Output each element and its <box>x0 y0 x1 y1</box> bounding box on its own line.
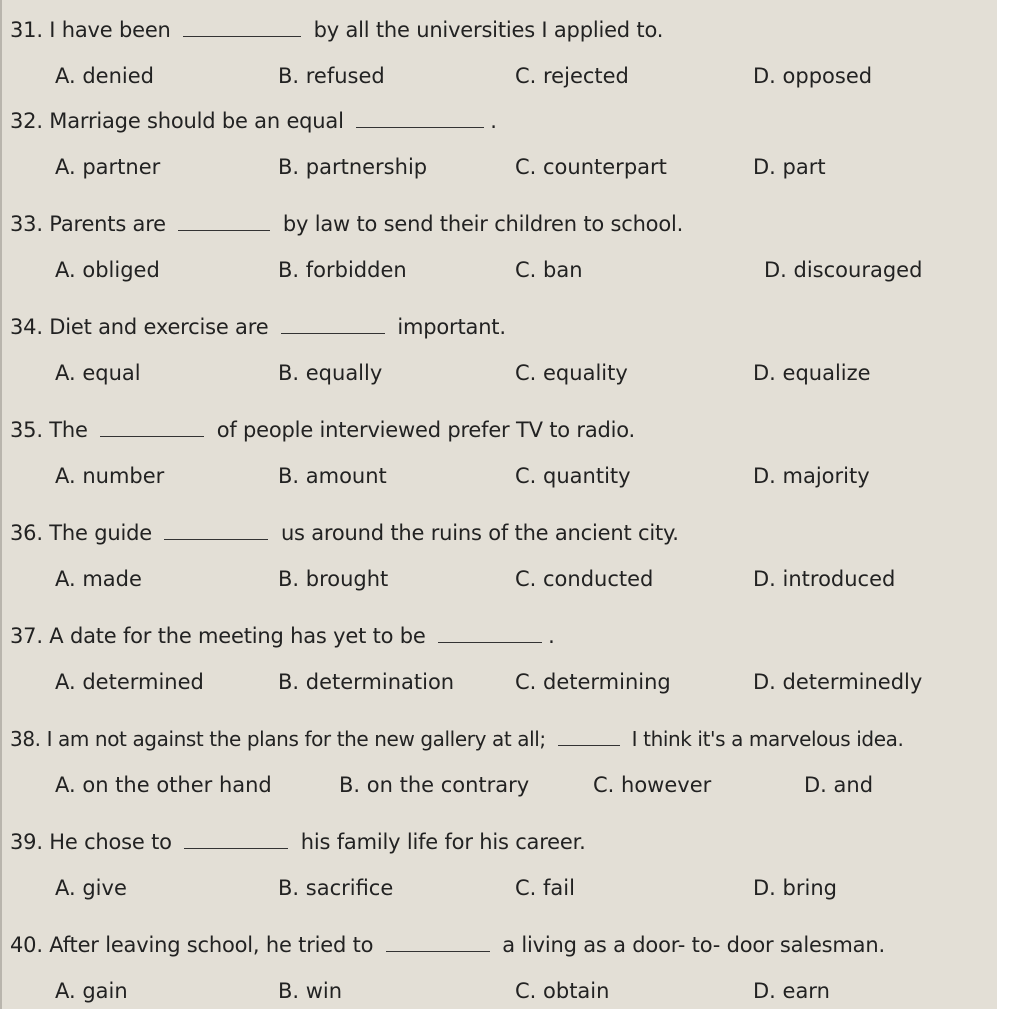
stem-before-blank: After leaving school, he tried to <box>49 933 374 957</box>
option-a: A. gain <box>55 979 128 1003</box>
stem-before-blank: He chose to <box>49 830 172 854</box>
answer-blank <box>100 416 204 437</box>
stem-after-blank: a living as a door- to- door salesman. <box>502 933 885 957</box>
option-c: C. rejected <box>515 64 629 88</box>
stem-after-blank: . <box>490 109 497 133</box>
answer-blank <box>438 622 542 643</box>
question-stem <box>10 16 663 44</box>
question-stem <box>10 725 903 753</box>
option-b: B. forbidden <box>278 258 407 282</box>
option-a: A. obliged <box>55 258 160 282</box>
option-d: D. equalize <box>753 361 871 385</box>
stem-after-blank: his family life for his career. <box>300 830 586 854</box>
option-d: D. discouraged <box>764 258 923 282</box>
stem-after-blank: by law to send their children to school. <box>282 212 684 236</box>
answer-blank <box>184 828 288 849</box>
question-number: 32. <box>10 109 43 133</box>
option-b: B. sacrifice <box>278 876 394 900</box>
option-c: C. equality <box>515 361 628 385</box>
option-c: C. quantity <box>515 464 631 488</box>
question-number: 31. <box>10 18 43 42</box>
option-d: D. bring <box>753 876 837 900</box>
option-c: C. however <box>593 773 712 797</box>
answer-blank <box>356 107 484 128</box>
stem-before-blank: Diet and exercise are <box>49 315 269 339</box>
option-c: C. obtain <box>515 979 610 1003</box>
question-number: 35. <box>10 418 43 442</box>
option-d: D. introduced <box>753 567 896 591</box>
stem-after-blank: . <box>548 624 555 648</box>
question-number: 38. <box>10 727 41 751</box>
option-b: B. win <box>278 979 343 1003</box>
question-stem <box>10 416 635 444</box>
option-d: D. determinedly <box>753 670 923 694</box>
option-a: A. on the other hand <box>55 773 272 797</box>
option-c: C. ban <box>515 258 583 282</box>
option-b: B. on the contrary <box>339 773 530 797</box>
option-d: D. and <box>804 773 874 797</box>
question-number: 34. <box>10 315 43 339</box>
question-number: 36. <box>10 521 43 545</box>
answer-blank <box>178 210 270 231</box>
question-number: 37. <box>10 624 43 648</box>
option-b: B. partnership <box>278 155 428 179</box>
option-b: B. refused <box>278 64 385 88</box>
question-number: 40. <box>10 933 43 957</box>
option-a: A. made <box>55 567 142 591</box>
answer-blank <box>281 313 385 334</box>
stem-before-blank: The <box>49 418 88 442</box>
option-d: D. opposed <box>753 64 873 88</box>
option-c: C. conducted <box>515 567 654 591</box>
stem-before-blank: Marriage should be an equal <box>49 109 344 133</box>
option-a: A. determined <box>55 670 204 694</box>
option-a: A. number <box>55 464 165 488</box>
option-a: A. denied <box>55 64 154 88</box>
option-c: C. determining <box>515 670 671 694</box>
stem-after-blank: us around the ruins of the ancient city. <box>280 521 679 545</box>
answer-blank <box>183 16 301 37</box>
option-a: A. partner <box>55 155 161 179</box>
stem-before-blank: A date for the meeting has yet to be <box>49 624 426 648</box>
question-stem <box>10 622 555 650</box>
option-b: B. determination <box>278 670 455 694</box>
option-b: B. amount <box>278 464 387 488</box>
answer-blank <box>558 725 620 746</box>
option-a: A. equal <box>55 361 141 385</box>
question-stem <box>10 519 679 547</box>
question-stem <box>10 210 683 238</box>
option-b: B. brought <box>278 567 389 591</box>
question-stem <box>10 313 506 341</box>
option-d: D. earn <box>753 979 830 1003</box>
question-stem <box>10 828 586 856</box>
question-number: 39. <box>10 830 43 854</box>
question-stem <box>10 931 885 959</box>
stem-after-blank: important. <box>397 315 506 339</box>
option-b: B. equally <box>278 361 383 385</box>
option-c: C. counterpart <box>515 155 667 179</box>
stem-before-blank: The guide <box>49 521 152 545</box>
option-d: D. majority <box>753 464 870 488</box>
question-number: 33. <box>10 212 43 236</box>
answer-blank <box>164 519 268 540</box>
option-c: C. fail <box>515 876 575 900</box>
stem-before-blank: Parents are <box>49 212 166 236</box>
stem-after-blank: of people interviewed prefer TV to radio. <box>216 418 636 442</box>
stem-before-blank: I am not against the plans for the new gallery at all; <box>46 727 546 751</box>
option-a: A. give <box>55 876 127 900</box>
stem-before-blank: I have been <box>49 18 171 42</box>
question-stem <box>10 107 497 135</box>
stem-after-blank: I think it's a marvelous idea. <box>631 727 904 751</box>
option-d: D. part <box>753 155 826 179</box>
stem-after-blank: by all the universities I applied to. <box>313 18 664 42</box>
answer-blank <box>386 931 490 952</box>
